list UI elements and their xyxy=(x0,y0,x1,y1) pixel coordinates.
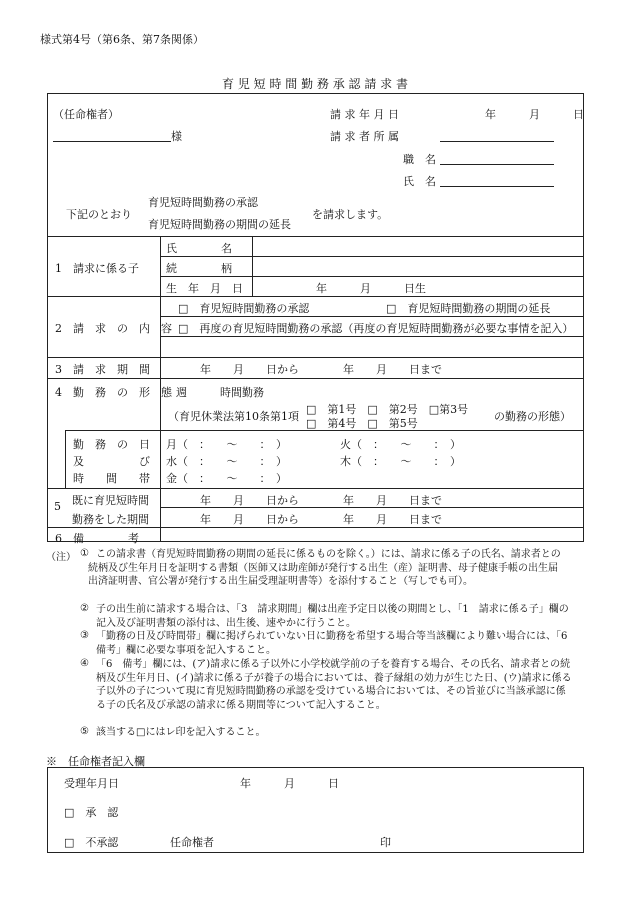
page-title: 育 児 短 時 間 勤 務 承 認 請 求 書 xyxy=(222,77,408,91)
note-2: 子の出生前に請求する場合は、「3 請求期間」欄は出産予定日以後の期間とし、「1 請求に係る子」欄の記入及び証明書類の添付は、出生後、速やかに行うこと。 xyxy=(96,604,569,629)
intro-text: 下記のとおり xyxy=(66,208,132,221)
prior-period-2[interactable]: 年 月 日から 年 月 日まで xyxy=(200,513,442,526)
request-date-label: 請 求 年 月 日 xyxy=(330,108,399,121)
monday-hours[interactable]: 月（ ： ～ ： ） xyxy=(166,438,287,451)
child-relation-label: 続 柄 xyxy=(166,262,232,275)
name-label: 氏 名 xyxy=(403,175,436,188)
work-days-label-3: 時 間 帯 xyxy=(73,472,150,485)
divider xyxy=(47,378,584,379)
divider xyxy=(47,357,584,358)
seal-mark: 印 xyxy=(380,836,391,849)
request-option-approval[interactable]: 育児短時間勤務の承認 xyxy=(148,196,258,209)
authority-name-field[interactable] xyxy=(53,128,171,142)
wednesday-hours[interactable]: 水（ ： ～ ： ） xyxy=(166,455,287,468)
reject-checkbox[interactable]: □ 不承認 xyxy=(64,836,119,849)
weekly-hours[interactable]: 週 時間勤務 xyxy=(176,386,264,399)
request-period-label: 3 請 求 期 間 xyxy=(55,363,150,376)
content-option-approval[interactable]: □ 育児短時間勤務の承認 xyxy=(178,302,310,315)
remarks-label: 6 備 考 xyxy=(55,532,139,545)
received-date-label: 受理年月日 xyxy=(64,777,119,790)
sama-label: 様 xyxy=(171,130,182,143)
note-2-mark: ② xyxy=(80,603,89,614)
work-type-options-top[interactable]: □ 第1号 □ 第2号 □第3号 xyxy=(306,403,469,416)
thursday-hours[interactable]: 木（ ： ～ ： ） xyxy=(340,455,461,468)
column-divider xyxy=(252,236,253,296)
content-option-reapproval[interactable]: □ 再度の育児短時間勤務の承認（再度の育児短時間勤務が必要な事情を記入） xyxy=(178,322,574,335)
friday-hours[interactable]: 金（ ： ～ ： ） xyxy=(166,472,287,485)
divider xyxy=(47,527,584,528)
authority-signature-label: 任命権者 xyxy=(170,836,214,849)
prior-period-label-2: 勤務をした期間 xyxy=(72,513,149,526)
child-birth-value[interactable]: 年 月 日生 xyxy=(316,282,426,295)
form-id: 様式第4号（第6条、第7条関係） xyxy=(40,33,204,46)
work-type-suffix: の勤務の形態） xyxy=(494,410,571,423)
request-content-label: 2 請 求 の 内 容 xyxy=(55,322,172,335)
position-label: 職 名 xyxy=(403,153,436,166)
note-5: 該当する□にはレ印を記入すること。 xyxy=(96,727,266,738)
received-date-value[interactable]: 年 月 日 xyxy=(240,777,339,790)
divider xyxy=(47,236,584,237)
affiliation-field[interactable] xyxy=(440,128,554,142)
name-field[interactable] xyxy=(440,173,554,187)
divider xyxy=(160,276,584,277)
prior-period-label-1: 既に育児短時間 xyxy=(72,494,149,507)
request-suffix: を請求します。 xyxy=(312,208,389,221)
position-field[interactable] xyxy=(440,151,554,165)
note-4: 「6 備考」欄には、(ア)請求に係る子以外に小学校就学前の子を養育する場合、その氏名、請求者との続柄及び生年月日、(イ)請求に係る子が養子の場合においては、養子縁組の効力が生じた日、(ウ)請求に係る子以外の子について現に育児短時間勤務の承認を受けている場合においては、その旨並びに当該承認に係る子の氏名及び承認の請求に係る期間等について記入すること。 xyxy=(96,659,572,711)
divider xyxy=(47,296,584,297)
divider xyxy=(47,488,584,489)
request-date-value[interactable]: 年 月 日 xyxy=(485,108,584,121)
note-1: この請求書（育児短時間勤務の期間の延長に係るものを除く。）には、請求に係る子の氏名、請求者との続柄及び生年月日を証明する書類（医師又は助産師が発行する出生（産）証明書、母子健康手帳の出生届出済証明書、官公署が発行する出生届受理証明書等）を添付すること（写しでも可）。 xyxy=(88,549,561,587)
note-3: 「勤務の日及び時間帯」欄に掲げられていない日に勤務を希望する場合等当該欄により難い場合には、「6 備考」欄に必要な事項を記入すること。 xyxy=(96,631,578,656)
authority-section-heading: ※ 任命権者記入欄 xyxy=(46,755,145,768)
child-birth-label: 生 年 月 日 xyxy=(166,282,243,295)
content-option-extension[interactable]: □ 育児短時間勤務の期間の延長 xyxy=(386,302,551,315)
request-option-extension[interactable]: 育児短時間勤務の期間の延長 xyxy=(148,218,291,231)
tuesday-hours[interactable]: 火（ ： ～ ： ） xyxy=(340,438,461,451)
note-4-mark: ④ xyxy=(80,658,89,669)
notes-lead: （注） xyxy=(46,552,76,563)
column-divider xyxy=(65,430,66,488)
prior-period-1[interactable]: 年 月 日から 年 月 日まで xyxy=(200,494,442,507)
divider xyxy=(160,256,584,257)
work-type-options-bottom[interactable]: □ 第4号 □ 第5号 xyxy=(306,417,418,430)
request-period-value[interactable]: 年 月 日から 年 月 日まで xyxy=(200,363,442,376)
divider xyxy=(160,336,584,337)
child-name-label: 氏 名 xyxy=(166,242,232,255)
note-1-mark: ① xyxy=(80,548,89,559)
prior-period-number: 5 xyxy=(54,500,61,513)
note-5-mark: ⑤ xyxy=(80,726,89,737)
law-reference: （育児休業法第10条第1項 xyxy=(168,410,299,423)
work-form-label: 4 勤 務 の 形 態 xyxy=(55,386,172,399)
authority-label: （任命権者） xyxy=(53,108,119,121)
work-days-label-2: 及 び xyxy=(73,455,150,468)
requester-label: 請 求 者 所 属 xyxy=(330,130,399,143)
work-days-label-1: 勤 務 の 日 xyxy=(73,438,150,451)
approve-checkbox[interactable]: □ 承 認 xyxy=(64,806,119,819)
child-row-label: 1 請求に係る子 xyxy=(55,262,139,275)
note-3-mark: ③ xyxy=(80,630,89,641)
divider xyxy=(160,316,584,317)
